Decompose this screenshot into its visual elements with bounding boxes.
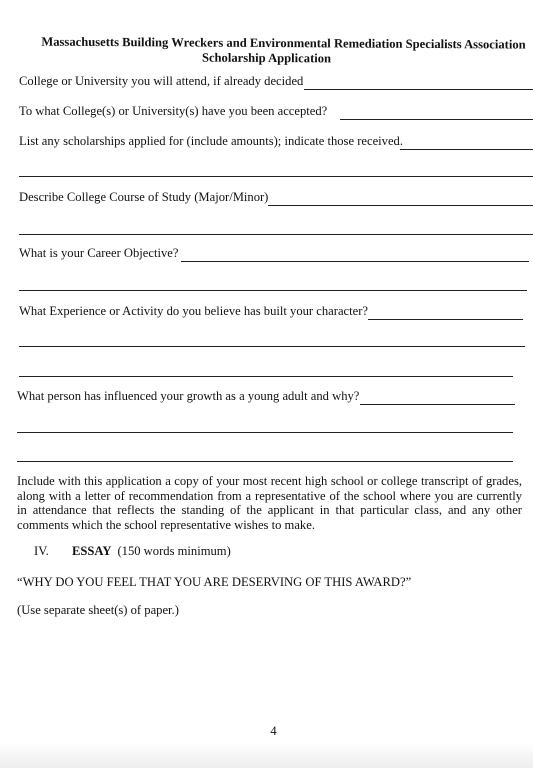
question-person: What person has influenced your growth as a young adult and why? <box>17 389 360 403</box>
answer-line-career-2[interactable] <box>19 290 527 291</box>
section-number: IV. <box>34 544 49 558</box>
answer-line-person-3[interactable] <box>17 461 513 462</box>
answer-line-person-2[interactable] <box>17 432 513 433</box>
essay-prompt: “WHY DO YOU FEEL THAT YOU ARE DESERVING OF THIS AWARD?” <box>17 575 412 589</box>
question-college: College or University you will attend, if already decided <box>19 74 304 88</box>
form-title: Scholarship Application <box>201 50 332 66</box>
transcript-instructions: Include with this application a copy of your most recent high school or college transcript of grades, along with a letter of recommendation from a representative of the school where you are currently in attendance that reflects the standing of the applicant in that particular class, and any other comments which the school representative wishes to make. <box>17 474 522 532</box>
question-scholarships: List any scholarships applied for (include amounts); indicate those received. <box>19 134 403 148</box>
page-shadow <box>0 742 533 768</box>
answer-line-accepted[interactable] <box>340 119 533 120</box>
essay-requirement: (150 words minimum) <box>117 544 231 558</box>
question-experience: What Experience or Activity do you believe has built your character? <box>19 304 368 318</box>
answer-line-course-2[interactable] <box>19 234 533 235</box>
essay-section-heading <box>34 544 231 559</box>
question-course: Describe College Course of Study (Major/Minor) <box>19 190 269 204</box>
answer-line-person[interactable] <box>360 404 515 405</box>
page-number: 4 <box>270 724 277 738</box>
answer-line-college[interactable] <box>304 89 533 90</box>
form-header <box>0 34 533 67</box>
essay-note: (Use separate sheet(s) of paper.) <box>17 603 179 617</box>
answer-line-experience[interactable] <box>368 319 523 320</box>
question-accepted: To what College(s) or University(s) have you been accepted? <box>19 104 328 118</box>
answer-line-experience-2[interactable] <box>19 346 525 347</box>
answer-line-course[interactable] <box>268 205 533 206</box>
answer-line-scholarships-2[interactable] <box>19 176 533 177</box>
question-career: What is your Career Objective? <box>19 246 179 260</box>
answer-line-experience-3[interactable] <box>19 376 513 377</box>
answer-line-scholarships[interactable] <box>400 149 533 150</box>
section-title: ESSAY <box>72 544 112 558</box>
answer-line-career[interactable] <box>181 261 529 262</box>
association-name: Massachusetts Building Wreckers and Environmental Remediation Specialists Association <box>41 34 526 52</box>
